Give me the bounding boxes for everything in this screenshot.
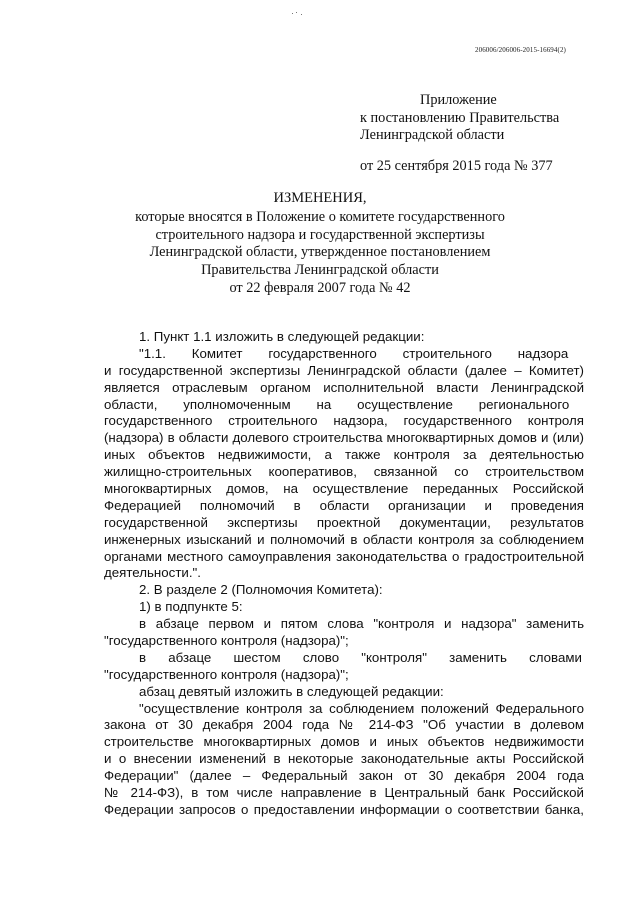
appendix-block — [360, 92, 600, 175]
body-line: строительстве многоквартирных домов и иных объектов недвижимости — [104, 734, 584, 750]
body-line: "государственного контроля (надзора)"; — [104, 633, 349, 649]
appendix-title: Приложение — [420, 92, 497, 108]
body-line: и государственной экспертизы Ленинградской области (далее – Комитет) — [104, 362, 584, 378]
body-line: в абзаце первом и пятом слова "контроля и надзора" заменить — [139, 616, 584, 632]
body-line: деятельности.". — [104, 565, 201, 581]
body-line: 1) в подпункте 5: — [139, 599, 243, 615]
body-line: "1.1. Комитет государственного строительного надзора — [139, 345, 569, 361]
heading-line: Правительства Ленинградской области — [201, 262, 439, 279]
heading-line: которые вносятся в Положение о комитете государственного — [135, 208, 505, 225]
heading-line: от 22 февраля 2007 года № 42 — [229, 279, 411, 296]
body-line: государственной экспертизы проектной документации, результатов — [104, 514, 584, 530]
appendix-line: к постановлению Правительства — [360, 109, 560, 126]
body-line: Федерации" (далее – Федеральный закон от 30 декабря 2004 года — [104, 768, 584, 784]
body-line: органами местного самоуправления законодательства о градостроительной — [104, 548, 584, 564]
document-body — [104, 329, 584, 819]
heading-title: ИЗМЕНЕНИЯ, — [273, 190, 367, 206]
appendix-line: Ленинградской области — [360, 127, 505, 143]
document-heading — [100, 190, 540, 298]
body-line: 1. Пункт 1.1 изложить в следующей редакции: — [139, 329, 425, 344]
body-line: жилищно-строительных кооперативов, связанной со строительством — [104, 464, 584, 480]
body-line: абзац девятый изложить в следующей редакции: — [139, 683, 444, 699]
registration-number: 206006/206006-2015-16694(2) — [475, 46, 566, 54]
body-line: области, уполномоченным на осуществление регионального — [104, 396, 570, 412]
body-line: иных объектов недвижимости, а также контроля за деятельностью — [104, 447, 584, 463]
body-line: "государственного контроля (надзора)"; — [104, 666, 349, 682]
heading-line: Ленинградской области, утвержденное постановлением — [149, 244, 491, 261]
body-line: Федерации запросов о предоставлении информации о соответствии банка, — [104, 801, 584, 817]
scan-speck — [292, 12, 306, 15]
body-line: многоквартирных домов, на осуществление переданных Российской — [104, 481, 584, 497]
body-line: в абзаце шестом слово "контроля" заменить словами — [139, 649, 582, 665]
body-line: государственного строительного надзора, государственного контроля — [104, 413, 584, 429]
body-line: № 214-ФЗ), в том числе направление в Центральный банк Российской — [104, 785, 584, 801]
body-line: (надзора) в области долевого строительства многоквартирных домов и (или) — [104, 430, 584, 446]
body-line: Федерацией полномочий в области организации и проведения — [104, 497, 584, 513]
body-line: 2. В разделе 2 (Полномочия Комитета): — [139, 582, 383, 598]
heading-line: строительного надзора и государственной экспертизы — [155, 226, 485, 243]
body-line: является отраслевым органом исполнительной власти Ленинградской — [104, 379, 584, 395]
appendix-date: от 25 сентября 2015 года № 377 — [360, 157, 553, 174]
body-line: и о внесении изменений в некоторые законодательные акты Российской — [104, 751, 584, 767]
body-line: инженерных изысканий и полномочий в области контроля за соблюдением — [104, 531, 584, 547]
body-line: "осуществление контроля за соблюдением положений Федерального — [139, 700, 584, 716]
body-line: закона от 30 декабря 2004 года № 214-ФЗ "Об участии в долевом — [104, 717, 584, 733]
